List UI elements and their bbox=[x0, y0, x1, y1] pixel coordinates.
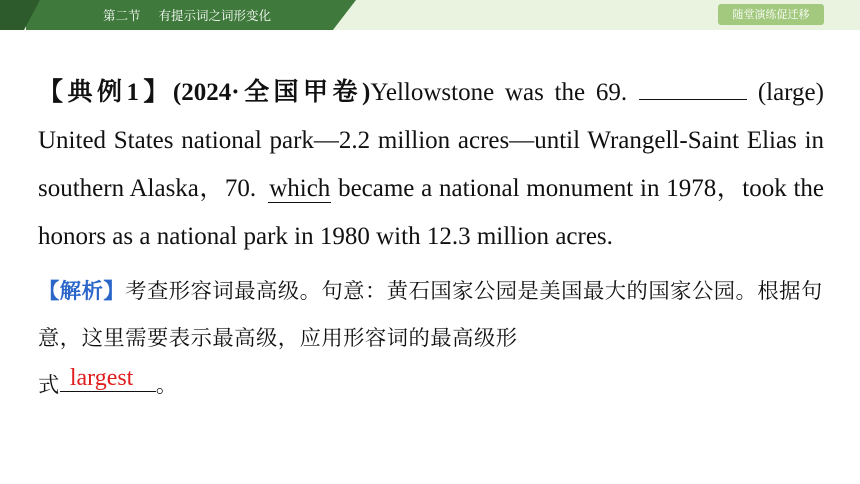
analysis-text2: 家公园。根据句意，这里需要表示最高级，应用形容词的最高级形 bbox=[38, 279, 823, 351]
analysis-text1: 考查形容词最高级。句意：黄石国家公园是美国最大的国 bbox=[125, 279, 671, 304]
analysis-period: 。 bbox=[155, 373, 178, 398]
header-title bbox=[103, 6, 271, 24]
example-line5: acres. bbox=[555, 223, 613, 250]
practice-button[interactable]: 随堂演练促迁移 bbox=[718, 4, 824, 25]
answer-70: which bbox=[269, 175, 331, 202]
top-header-bar bbox=[0, 0, 860, 30]
blank-69 bbox=[639, 78, 747, 100]
example-paragraph bbox=[38, 69, 824, 261]
example-source: (2024·全国甲卷) bbox=[172, 79, 371, 106]
example-line4: 1978，took the honors as a national park in 1980 with 12.3 million bbox=[38, 175, 824, 250]
answer-largest: largest bbox=[69, 365, 134, 391]
example-tag: 【典例1】 bbox=[38, 79, 173, 106]
analysis-text3: 式 bbox=[38, 373, 60, 398]
example-line1: Yellowstone was the 69. bbox=[370, 79, 628, 106]
example-line3-before: Elias in southern Alaska，70. bbox=[38, 127, 825, 202]
analysis-paragraph bbox=[38, 268, 824, 409]
answer-blank-69 bbox=[60, 365, 156, 392]
example-line2: United States national park—2.2 million acres—until Wrangell-Saint bbox=[38, 127, 740, 154]
example-line3-after: became a national monument in bbox=[338, 175, 660, 202]
analysis-label: 【解析】 bbox=[38, 279, 126, 304]
section-label: 第二节 bbox=[103, 8, 141, 23]
main-content bbox=[38, 69, 824, 409]
topic-label: 有提示词之词形变化 bbox=[158, 8, 272, 23]
hint-word: (large) bbox=[757, 79, 824, 106]
